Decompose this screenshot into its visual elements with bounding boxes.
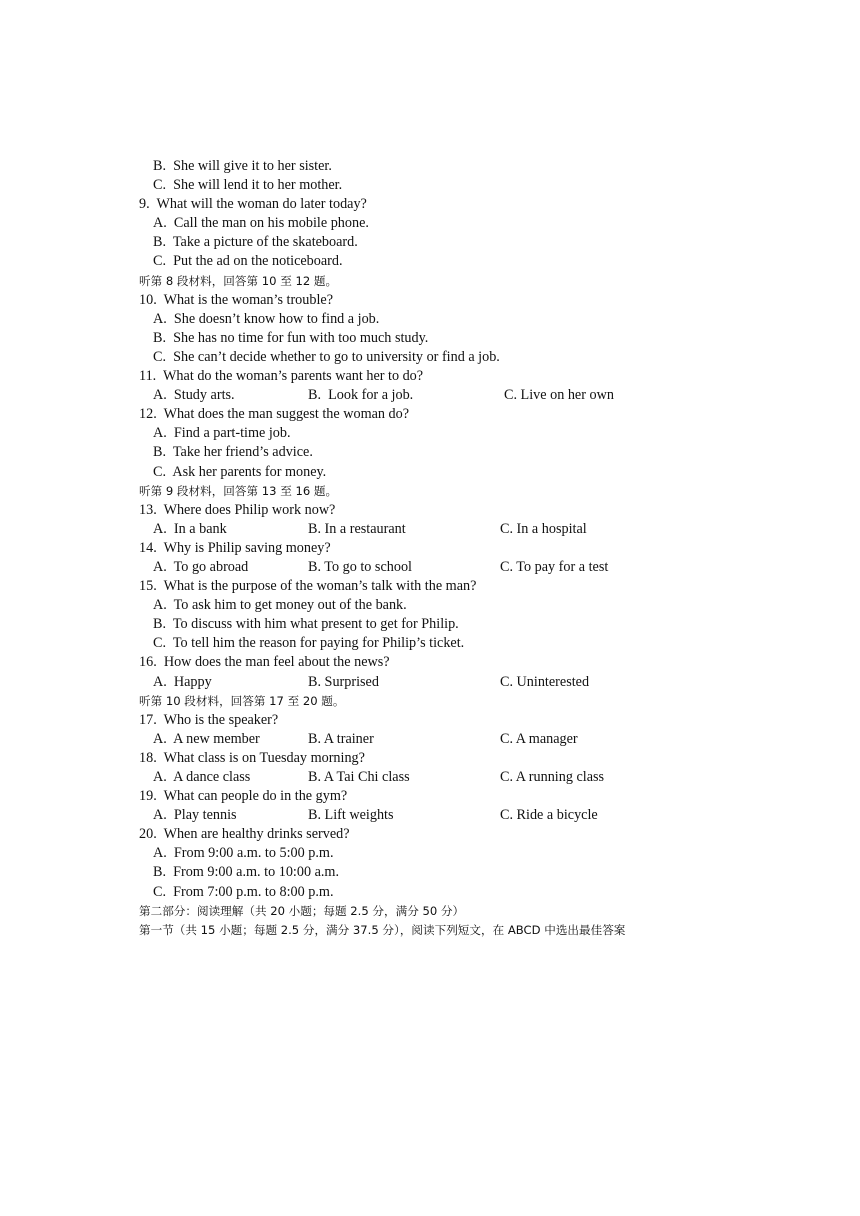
option-b: B. A trainer: [308, 730, 374, 747]
question-line: 16. How does the man feel about the news?: [139, 654, 390, 671]
option-line: A. Find a part-time job.: [153, 425, 291, 442]
question-line: 11. What do the woman’s parents want her to do?: [139, 368, 424, 385]
question-line: 14. Why is Philip saving money?: [139, 539, 331, 556]
option-a: A. Play tennis: [153, 807, 237, 824]
section-instruction: 听第 9 段材料，回答第 13 至 16 题。: [139, 483, 338, 498]
option-a: A. Study arts.: [153, 387, 235, 404]
option-b: B. Look for a job.: [308, 387, 414, 404]
options-row: [139, 730, 839, 749]
option-c: C. Ride a bicycle: [500, 807, 598, 824]
section-instruction: 听第 10 段材料，回答第 17 至 20 题。: [139, 693, 345, 708]
question-line: 19. What can people do in the gym?: [139, 788, 348, 805]
option-a: A. A dance class: [153, 769, 251, 785]
section-heading: 第一节（共 15 小题；每题 2.5 分，满分 37.5 分），阅读下列短文，在 ABCD 中选出最佳答案: [139, 922, 626, 937]
option-line: C. Ask her parents for money.: [153, 463, 327, 480]
question-line: 17. Who is the speaker?: [139, 711, 279, 728]
option-line: C. To tell him the reason for paying for Philip’s ticket.: [153, 635, 465, 652]
option-a: A. To go abroad: [153, 558, 249, 575]
question-line: 18. What class is on Tuesday morning?: [139, 749, 365, 766]
option-c: C. In a hospital: [500, 520, 587, 537]
question-line: 13. Where does Philip work now?: [139, 501, 336, 518]
option-a: A. A new member: [153, 730, 260, 747]
option-a: A. Happy: [153, 673, 212, 690]
option-line: C. Put the ad on the noticeboard.: [153, 253, 343, 270]
option-b: B. Surprised: [308, 673, 379, 690]
option-line: B. From 9:00 a.m. to 10:00 a.m.: [153, 864, 340, 881]
option-line: A. She doesn’t know how to find a job.: [153, 310, 380, 327]
section-instruction: 听第 8 段材料，回答第 10 至 12 题。: [139, 273, 338, 288]
option-line: A. Call the man on his mobile phone.: [153, 215, 369, 232]
option-c: C. Uninterested: [500, 673, 590, 690]
option-line: B. She has no time for fun with too much study.: [153, 329, 429, 346]
options-row: [139, 386, 839, 405]
question-line: 9. What will the woman do later today?: [139, 196, 367, 213]
option-line: C. She can’t decide whether to go to university or find a job.: [153, 348, 500, 365]
option-line: B. To discuss with him what present to get for Philip.: [153, 616, 459, 633]
option-c: C. A running class: [500, 769, 605, 785]
option-a: A. In a bank: [153, 520, 227, 537]
question-line: 20. When are healthy drinks served?: [139, 826, 350, 843]
question-line: 15. What is the purpose of the woman’s talk with the man?: [139, 578, 477, 595]
question-line: 10. What is the woman’s trouble?: [139, 291, 333, 308]
options-row: [139, 806, 839, 825]
option-b: B. A Tai Chi class: [308, 769, 410, 785]
options-row: [139, 558, 839, 577]
option-line: A. From 9:00 a.m. to 5:00 p.m.: [153, 845, 334, 862]
option-b: B. In a restaurant: [308, 520, 406, 537]
options-row: [139, 520, 839, 539]
option-line: C. She will lend it to her mother.: [153, 177, 343, 194]
part-heading: 第二部分：阅读理解（共 20 小题；每题 2.5 分，满分 50 分）: [139, 903, 465, 918]
option-line: C. From 7:00 p.m. to 8:00 p.m.: [153, 883, 334, 900]
document-body: [139, 157, 839, 940]
options-row: [139, 673, 839, 692]
option-c: C. To pay for a test: [500, 558, 609, 575]
option-b: B. To go to school: [308, 558, 412, 575]
options-row: [139, 768, 839, 787]
question-line: 12. What does the man suggest the woman do?: [139, 406, 410, 423]
option-line: B. Take her friend’s advice.: [153, 444, 313, 461]
option-b: B. Lift weights: [308, 807, 394, 824]
option-c: C. Live on her own: [504, 387, 614, 404]
option-line: B. Take a picture of the skateboard.: [153, 234, 358, 251]
option-line: A. To ask him to get money out of the bank.: [153, 597, 407, 614]
option-line: B. She will give it to her sister.: [153, 158, 332, 174]
option-c: C. A manager: [500, 730, 578, 747]
